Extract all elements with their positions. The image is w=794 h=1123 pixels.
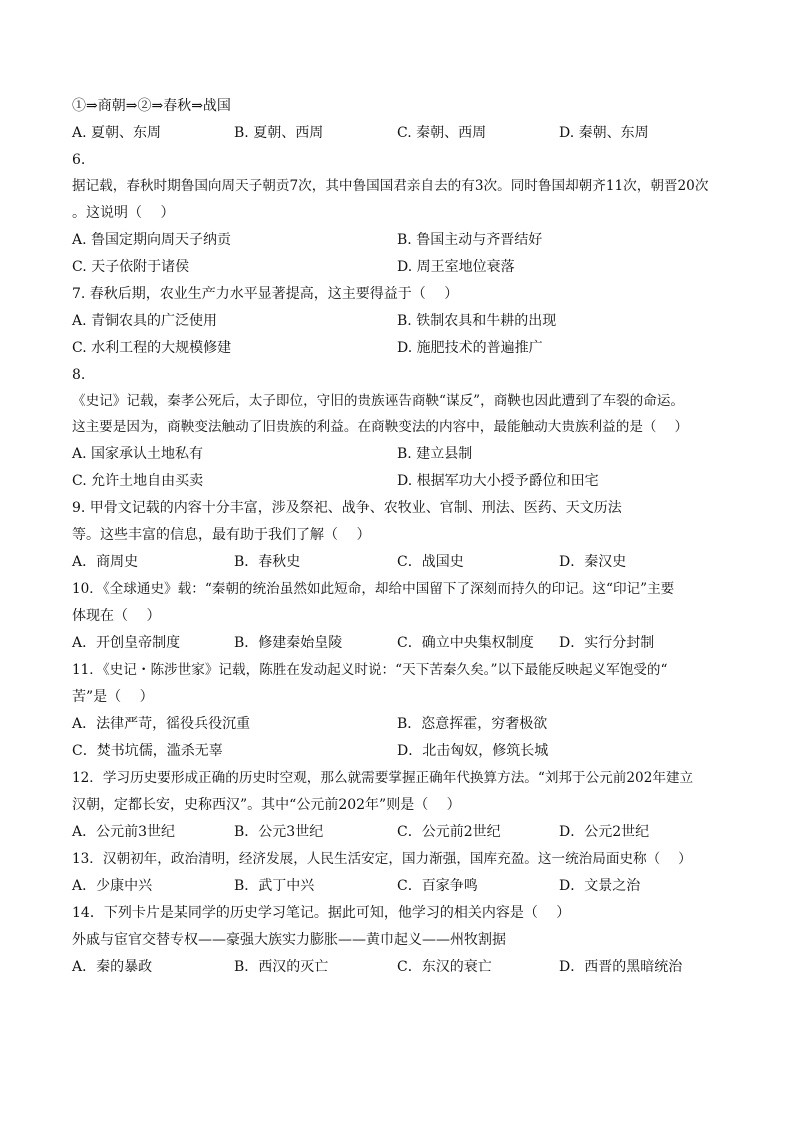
- q8-option-b: B. 建立县制: [397, 446, 473, 462]
- q13-option-d: D．文景之治: [559, 878, 641, 894]
- q10-option-a: A．开创皇帝制度: [72, 635, 181, 651]
- q13-option-c: C．百家争鸣: [397, 878, 478, 894]
- q6-stem-line1: 据记载，春秋时期鲁国向周天子朝贡7次，其中鲁国国君亲自去的有3次。同时鲁国却朝齐11次，朝晋20次: [72, 178, 709, 194]
- q7-option-d: D. 施肥技术的普遍推广: [397, 340, 543, 356]
- q11-option-a: A．法律严苛，徭役兵役沉重: [72, 716, 251, 732]
- q14-option-b: B．西汉的灭亡: [234, 959, 329, 975]
- q14-stem: 14．下列卡片是某同学的历史学习笔记。据此可知，他学习的相关内容是（ ）: [72, 905, 571, 921]
- q9-option-c: C．战国史: [397, 554, 464, 570]
- q6-number: 6.: [72, 152, 86, 168]
- q11-option-b: B．恣意挥霍，穷奢极欲: [397, 716, 548, 732]
- q7-stem: 7. 春秋后期，农业生产力水平显著提高，这主要得益于（ ）: [72, 286, 459, 302]
- q6-option-c: C. 天子依附于诸侯: [72, 259, 190, 275]
- q12-option-b: B．公元3世纪: [234, 824, 324, 840]
- q5-option-d: D. 秦朝、东周: [559, 125, 649, 141]
- q9-option-a: A．商周史: [72, 554, 139, 570]
- q10-option-c: C．确立中央集权制度: [397, 635, 534, 651]
- q10-option-b: B．修建秦始皇陵: [234, 635, 343, 651]
- q12-stem-line2: 汉朝，定都长安，史称西汉”。其中“公元前202年”则是（ ）: [72, 797, 461, 813]
- q7-option-a: A. 青铜农具的广泛使用: [72, 313, 218, 329]
- q12-stem-line1: 12．学习历史要形成正确的历史时空观，那么就需要掌握正确年代换算方法。“刘邦于公元前202年建立: [72, 770, 694, 786]
- q14-option-c: C．东汉的衰亡: [397, 959, 492, 975]
- q6-option-d: D. 周王室地位衰落: [397, 259, 515, 275]
- q11-stem-line1: 11．《史记・陈涉世家》记载，陈胜在发动起义时说：“天下苦秦久矣。”以下最能反映起义军饱受的“: [72, 662, 668, 678]
- q8-option-c: C. 允许土地自由买卖: [72, 473, 204, 489]
- q10-stem-line2: 体现在（ ）: [72, 608, 161, 624]
- q13-option-b: B．武丁中兴: [234, 878, 315, 894]
- q11-option-c: C．焚书坑儒，滥杀无辜: [72, 743, 223, 759]
- q12-option-d: D．公元2世纪: [559, 824, 650, 840]
- q9-stem-line1: 9. 甲骨文记载的内容十分丰富，涉及祭祀、战争、农牧业、官制、刑法、医药、天文历法: [72, 500, 622, 516]
- q10-option-d: D．实行分封制: [559, 635, 655, 651]
- q5-sequence: ①⇒商朝⇒②⇒春秋⇒战国: [72, 98, 231, 114]
- q5-option-c: C. 秦朝、西周: [397, 125, 487, 141]
- q6-option-a: A. 鲁国定期向周天子纳贡: [72, 232, 232, 248]
- q14-option-a: A．秦的暴政: [72, 959, 153, 975]
- q10-stem-line1: 10．《全球通史》载：“秦朝的统治虽然如此短命，却给中国留下了深刻而持久的印记。这“印记”主要: [72, 581, 675, 597]
- q12-option-c: C．公元前2世纪: [397, 824, 501, 840]
- q8-stem-line1: 《史记》记载，秦孝公死后，太子即位，守旧的贵族诬告商鞅“谋反”，商鞅也因此遭到了车裂的命运。: [72, 393, 685, 409]
- q7-option-c: C. 水利工程的大规模修建: [72, 340, 232, 356]
- q11-stem-line2: 苦”是（ ）: [72, 689, 154, 705]
- q8-option-a: A. 国家承认土地私有: [72, 446, 204, 462]
- q8-number: 8.: [72, 367, 86, 383]
- q8-option-d: D. 根据军功大小授予爵位和田宅: [397, 473, 599, 489]
- q14-option-d: D．西晋的黑暗统治: [559, 959, 683, 975]
- q9-option-b: B．春秋史: [234, 554, 301, 570]
- q14-card-text: 外戚与宦官交替专权——豪强大族实力膨胀——黄巾起义——州牧割据: [72, 932, 506, 948]
- q5-option-a: A. 夏朝、东周: [72, 125, 162, 141]
- q5-option-b: B. 夏朝、西周: [234, 125, 324, 141]
- q12-option-a: A．公元前3世纪: [72, 824, 176, 840]
- q9-option-d: D．秦汉史: [559, 554, 627, 570]
- q13-stem: 13．汉朝初年，政治清明，经济发展，人民生活安定，国力渐强，国库充盈。这一统治局面史称（ ）: [72, 851, 692, 867]
- q6-option-b: B. 鲁国主动与齐晋结好: [397, 232, 543, 248]
- q7-option-b: B. 铁制农具和牛耕的出现: [397, 313, 557, 329]
- q9-stem-line2: 等。这些丰富的信息，最有助于我们了解（ ）: [72, 527, 371, 543]
- q8-stem-line2: 这主要是因为，商鞅变法触动了旧贵族的利益。在商鞅变法的内容中，最能触动大贵族利益的是（ ）: [72, 419, 689, 435]
- q6-stem-line2: 。这说明（ ）: [72, 205, 175, 221]
- q11-option-d: D．北击匈奴，修筑长城: [397, 743, 549, 759]
- q13-option-a: A．少康中兴: [72, 878, 153, 894]
